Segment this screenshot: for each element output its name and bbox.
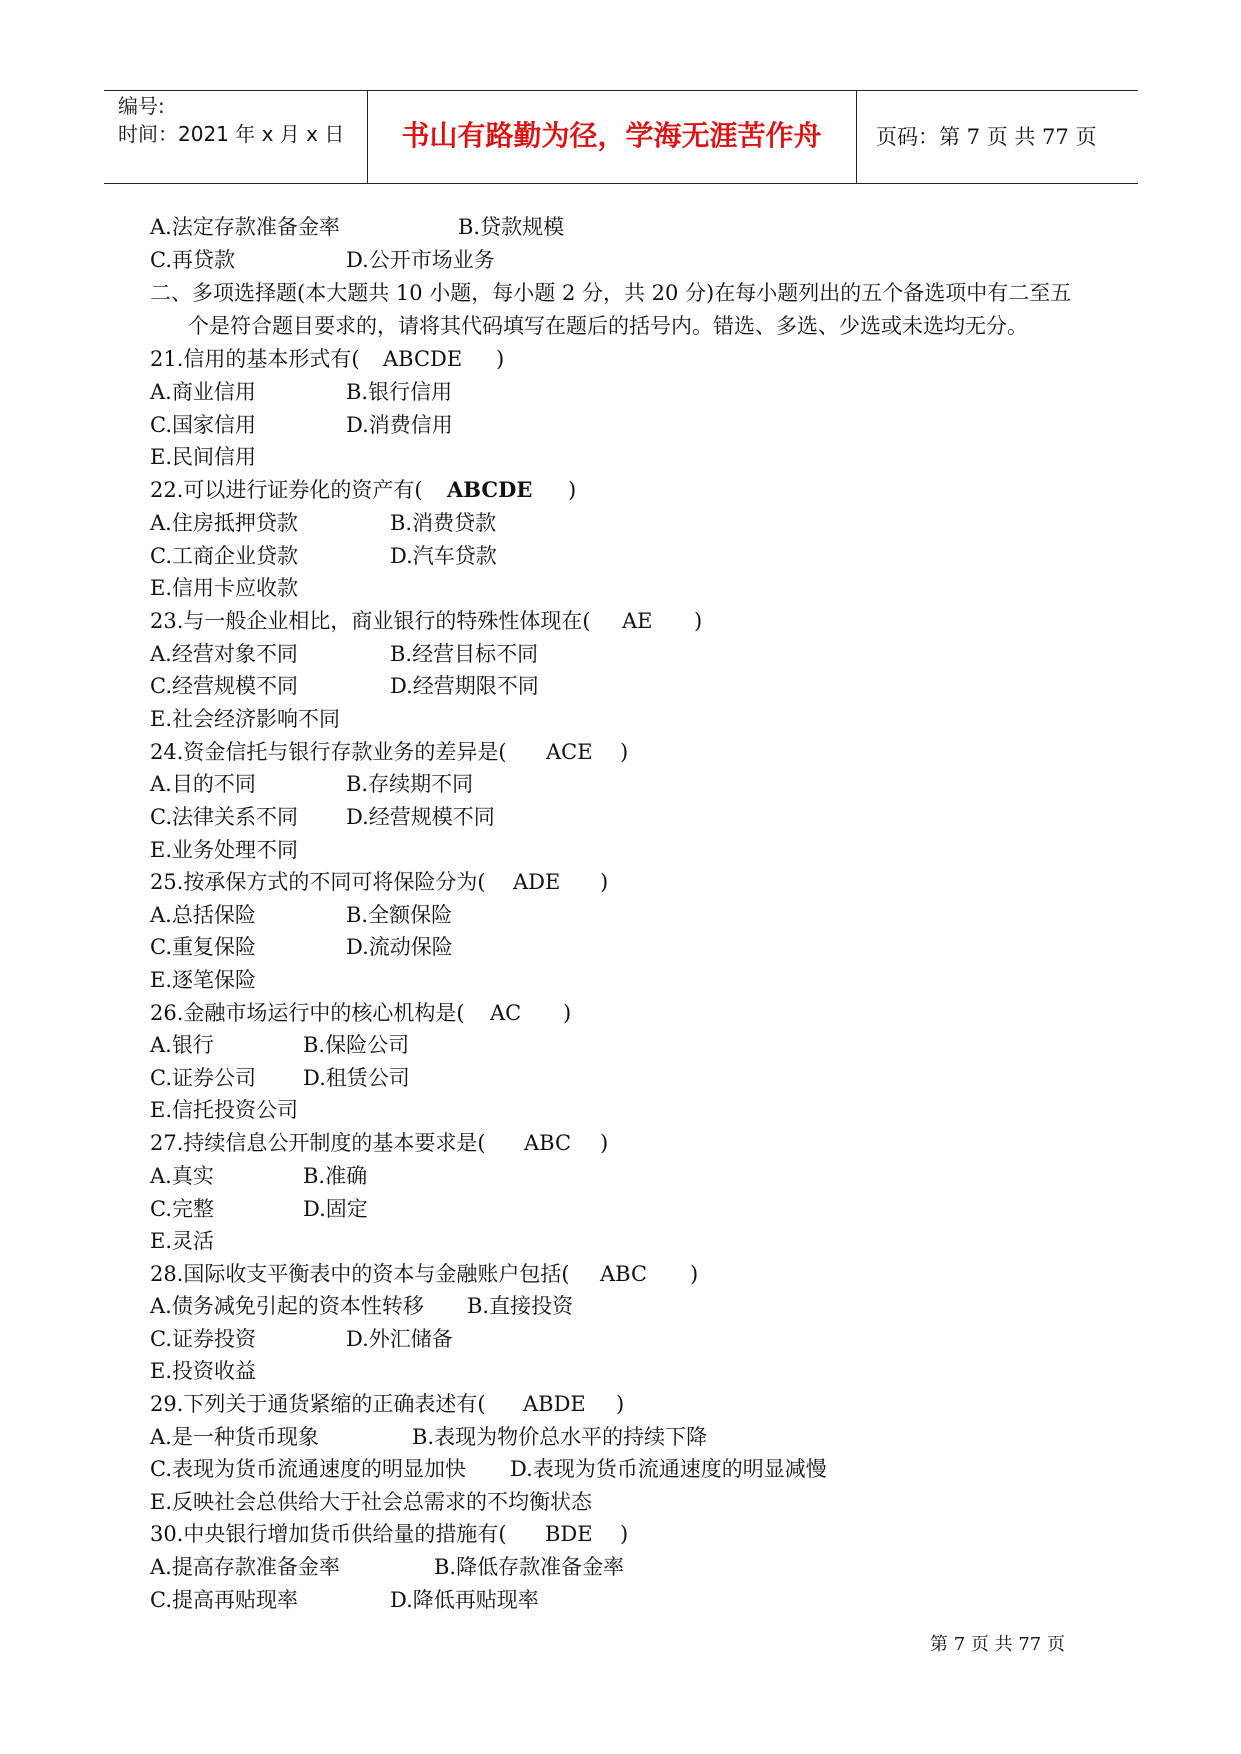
option-a: A.提高存款准备金率 <box>150 1555 340 1579</box>
question-text: 24.资金信托与银行存款业务的差异是( <box>150 740 507 764</box>
question-paren: ) <box>620 1522 629 1546</box>
option-b: B.全额保险 <box>346 903 453 927</box>
answer-text: ABC <box>600 1262 648 1286</box>
question-text: 28.国际收支平衡表中的资本与金融账户包括( <box>150 1262 570 1286</box>
option-e: E.反映社会总供给大于社会总需求的不均衡状态 <box>150 1490 593 1514</box>
option-c: C.表现为货币流通速度的明显加快 <box>150 1457 466 1481</box>
question-paren: ) <box>563 1001 572 1025</box>
option-d: D.流动保险 <box>346 935 453 959</box>
option-d: D.经营规模不同 <box>346 805 495 829</box>
question-text: 22.可以进行证券化的资产有( <box>150 478 423 502</box>
answer-text: AE <box>622 609 653 633</box>
answer-text: ADE <box>513 870 561 894</box>
question-text: 26.金融市场运行中的核心机构是( <box>150 1001 465 1025</box>
header-divider <box>856 91 857 183</box>
question-paren: ) <box>568 478 577 502</box>
option-e: E.社会经济影响不同 <box>150 707 341 731</box>
option-c: C.国家信用 <box>150 413 256 437</box>
option-b: B.表现为物价总水平的持续下降 <box>412 1425 708 1449</box>
option-b: B.消费贷款 <box>390 511 497 535</box>
option-c: C.经营规模不同 <box>150 674 298 698</box>
option-a: A.真实 <box>150 1164 214 1188</box>
option-e: E.民间信用 <box>150 445 257 469</box>
option-d: D.租赁公司 <box>303 1066 410 1090</box>
option-d: D.表现为货币流通速度的明显减慢 <box>510 1457 827 1481</box>
option-c: C.工商企业贷款 <box>150 544 298 568</box>
answer-text: ABCDE <box>383 347 463 371</box>
question-paren: ) <box>616 1392 625 1416</box>
answer-text: ABC <box>524 1131 572 1155</box>
question-text: 30.中央银行增加货币供给量的措施有( <box>150 1522 507 1546</box>
answer-text: AC <box>490 1001 522 1025</box>
answer-text: BDE <box>545 1522 593 1546</box>
option-e: E.投资收益 <box>150 1359 257 1383</box>
option-c: C.提高再贴现率 <box>150 1588 298 1612</box>
page-footer: 第 7 页 共 77 页 <box>930 1634 1065 1655</box>
option-a: A.法定存款准备金率 <box>150 215 340 239</box>
option-a: A.总括保险 <box>150 903 256 927</box>
option-c: C.法律关系不同 <box>150 805 298 829</box>
question-paren: ) <box>496 347 505 371</box>
answer-text: ACE <box>546 740 593 764</box>
header-page-code: 页码：第 7 页 共 77 页 <box>876 125 1097 149</box>
option-c: C.再贷款 <box>150 248 235 272</box>
option-b: B.存续期不同 <box>346 772 474 796</box>
option-b: B.直接投资 <box>467 1294 574 1318</box>
answer-text: ABCDE <box>447 477 533 502</box>
option-e: E.逐笔保险 <box>150 968 257 992</box>
document-time-label: 时间：2021 年 x 月 x 日 <box>118 122 345 146</box>
option-a: A.经营对象不同 <box>150 642 298 666</box>
option-a: A.债务减免引起的资本性转移 <box>150 1294 424 1318</box>
question-text: 25.按承保方式的不同可将保险分为( <box>150 870 486 894</box>
option-c: C.完整 <box>150 1197 214 1221</box>
option-b: B.保险公司 <box>303 1033 410 1057</box>
option-a: A.住房抵押贷款 <box>150 511 298 535</box>
question-paren: ) <box>600 870 609 894</box>
option-d: D.公开市场业务 <box>346 248 495 272</box>
option-a: A.是一种货币现象 <box>150 1425 319 1449</box>
section-title: 二、多项选择题(本大题共 10 小题，每小题 2 分，共 20 分)在每小题列出的五个备选项中有二至五 <box>150 281 1072 305</box>
option-c: C.重复保险 <box>150 935 256 959</box>
option-e: E.灵活 <box>150 1229 215 1253</box>
option-a: A.银行 <box>150 1033 214 1057</box>
option-e: E.业务处理不同 <box>150 838 299 862</box>
question-paren: ) <box>620 740 629 764</box>
question-text: 27.持续信息公开制度的基本要求是( <box>150 1131 486 1155</box>
question-text: 29.下列关于通货紧缩的正确表述有( <box>150 1392 486 1416</box>
question-paren: ) <box>690 1262 699 1286</box>
option-b: B.降低存款准备金率 <box>434 1555 625 1579</box>
option-b: B.银行信用 <box>346 380 453 404</box>
option-a: A.商业信用 <box>150 380 256 404</box>
option-d: D.外汇储备 <box>346 1327 453 1351</box>
question-paren: ) <box>600 1131 609 1155</box>
option-b: B.贷款规模 <box>458 215 565 239</box>
answer-text: ABDE <box>523 1392 586 1416</box>
option-d: D.经营期限不同 <box>390 674 539 698</box>
question-text: 21.信用的基本形式有( <box>150 347 360 371</box>
option-e: E.信托投资公司 <box>150 1098 299 1122</box>
section-description: 个是符合题目要求的，请将其代码填写在题后的括号内。错选、多选、少选或未选均无分。 <box>188 314 1028 338</box>
page-header <box>104 90 1138 184</box>
option-e: E.信用卡应收款 <box>150 576 299 600</box>
option-c: C.证券公司 <box>150 1066 256 1090</box>
option-a: A.目的不同 <box>150 772 256 796</box>
option-d: D.降低再贴现率 <box>390 1588 539 1612</box>
question-paren: ) <box>694 609 703 633</box>
option-b: B.准确 <box>303 1164 368 1188</box>
question-text: 23.与一般企业相比，商业银行的特殊性体现在( <box>150 609 591 633</box>
document-number-label: 编号: <box>118 94 165 118</box>
option-d: D.固定 <box>303 1197 368 1221</box>
option-d: D.汽车贷款 <box>390 544 497 568</box>
option-b: B.经营目标不同 <box>390 642 539 666</box>
option-d: D.消费信用 <box>346 413 453 437</box>
header-motto: 书山有路勤为径，学海无涯苦作舟 <box>401 119 822 152</box>
option-c: C.证券投资 <box>150 1327 256 1351</box>
